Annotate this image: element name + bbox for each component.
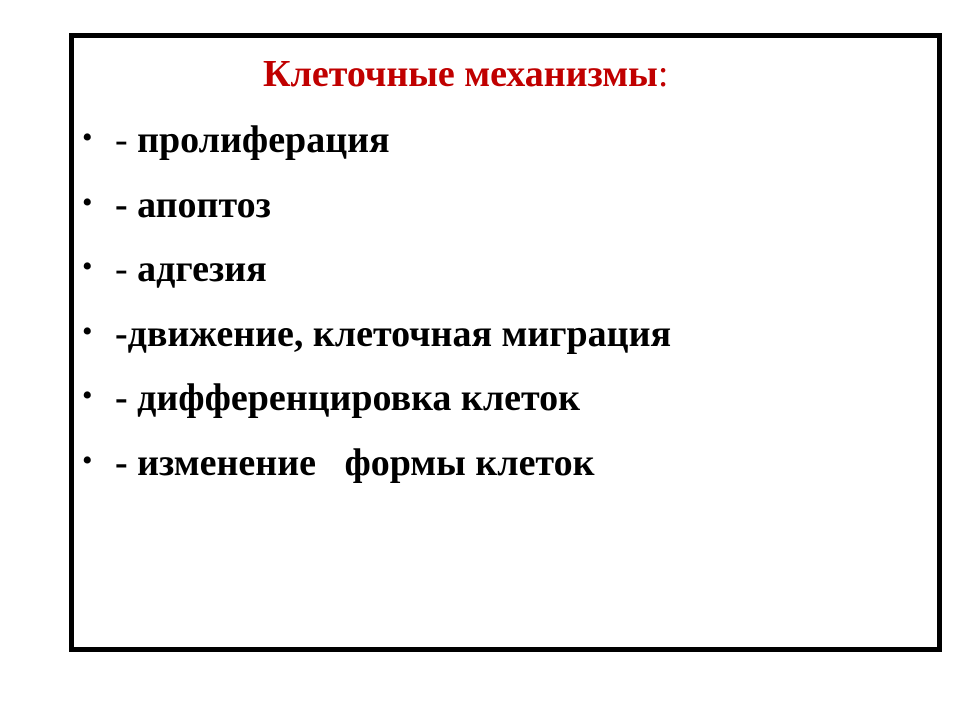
list-item-dash: -: [115, 248, 138, 290]
bullet-icon: •: [82, 121, 93, 154]
slide-title: [263, 50, 668, 98]
list-item-text: [115, 439, 595, 487]
list-item-label: дифференцировка клеток: [137, 377, 581, 419]
list-item-dash: -: [115, 441, 138, 484]
bullet-icon: •: [82, 443, 93, 477]
bullet-icon: •: [82, 314, 93, 348]
list-item-dash: -: [115, 183, 138, 226]
list-item-label: изменение формы клеток: [137, 441, 595, 484]
list-item-label: движение, клеточная миграция: [127, 312, 672, 355]
list-item-dash: -: [115, 377, 138, 419]
list-item-label: апоптоз: [137, 183, 271, 226]
list-item-text: [115, 245, 267, 293]
list-item-dash: -: [115, 312, 128, 355]
list-item-label: пролиферация: [137, 119, 390, 161]
bullet-icon: •: [82, 250, 93, 283]
list-item-text: [115, 181, 271, 229]
list-item-dash: -: [115, 119, 138, 161]
slide-title-colon: :: [657, 53, 669, 95]
list-item-text: [115, 310, 671, 358]
bullet-icon: •: [82, 185, 93, 219]
list-item-label: адгезия: [137, 248, 267, 290]
bullet-icon: •: [82, 379, 93, 412]
slide-title-text: Клеточные механизмы: [263, 53, 658, 95]
list-item-text: [115, 374, 580, 422]
list-item-text: [115, 116, 390, 164]
